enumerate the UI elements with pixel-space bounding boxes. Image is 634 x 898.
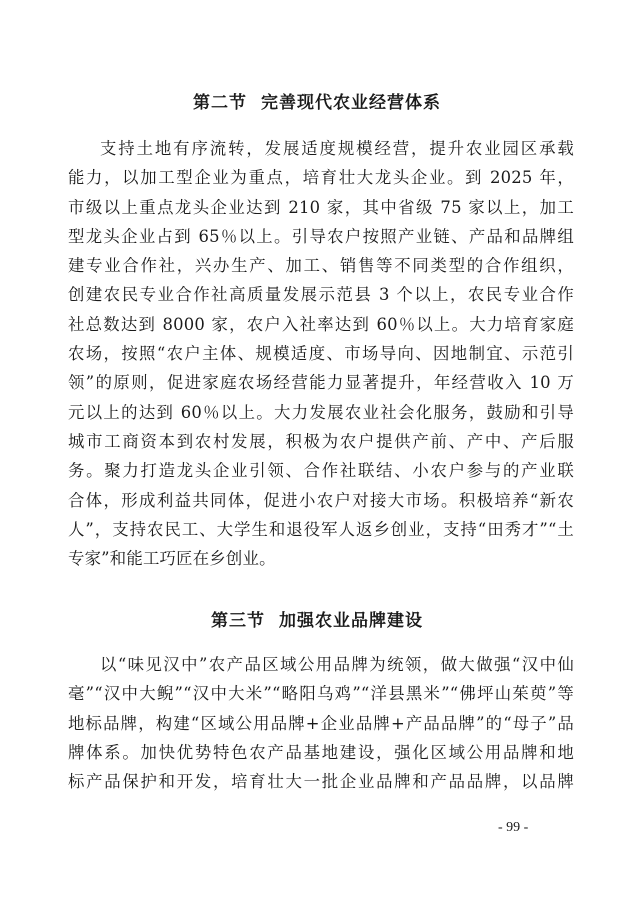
section-heading (64, 88, 570, 113)
section-number: 第二节 (193, 93, 247, 113)
text-line: 能力，以加工型企业为重点，培育壮大龙头企业。到 2025 年， (68, 168, 574, 188)
text-line: 务。聚力打造龙头企业引领、合作社联结、小农户参与的产业联 (68, 461, 574, 481)
section-number: 第三节 (211, 611, 265, 631)
section-title: 加强农业品牌建设 (279, 611, 423, 631)
text-line: 创建农民专业合作社高质量发展示范县 3 个以上，农民专业合作 (68, 285, 574, 305)
text-line: 合体，形成利益共同体，促进小农户对接大市场。积极培养“新农 (68, 490, 574, 510)
text-line: 建专业合作社，兴办生产、加工、销售等不同类型的合作组织， (68, 256, 574, 276)
text-line: 领”的原则，促进家庭农场经营能力显著提升，年经营收入 10 万 (68, 373, 574, 393)
text-line: 人”，支持农民工、大学生和退役军人返乡创业，支持“田秀才”“土 (68, 519, 574, 539)
section-paragraph (68, 134, 574, 573)
text-line: 以“味见汉中”农产品区域公用品牌为统领，做大做强“汉中仙 (100, 655, 574, 674)
section-paragraph (68, 650, 574, 796)
text-line: 农场，按照“农户主体、规模适度、市场导向、因地制宜、示范引 (68, 344, 574, 364)
page-number: - 99 - (498, 820, 529, 835)
text-line: 型龙头企业占到 65％以上。引导农户按照产业链、产品和品牌组 (68, 226, 574, 246)
text-line: 地标品牌，构建“区域公用品牌+企业品牌+产品品牌”的“母子”品 (68, 713, 574, 733)
text-line: 专家”和能工巧匠在乡创业。 (68, 549, 276, 569)
section-title: 完善现代农业经营体系 (261, 93, 441, 113)
text-line: 毫”“汉中大鲵”“汉中大米”“略阳乌鸡”“洋县黑米”“佛坪山茱萸”等 (68, 684, 574, 704)
section-heading (64, 606, 570, 631)
text-line: 元以上的达到 60％以上。大力发展农业社会化服务，鼓励和引导 (68, 402, 574, 422)
text-line: 市级以上重点龙头企业达到 210 家，其中省级 75 家以上，加工 (68, 197, 574, 217)
text-line: 标产品保护和开发，培育壮大一批企业品牌和产品品牌，以品牌 (68, 772, 574, 792)
text-line: 城市工商资本到农村发展，积极为农户提供产前、产中、产后服 (68, 431, 574, 451)
text-line: 支持土地有序流转，发展适度规模经营，提升农业园区承载 (100, 139, 574, 158)
text-line: 牌体系。加快优势特色农产品基地建设，强化区域公用品牌和地 (68, 742, 574, 762)
text-line: 社总数达到 8000 家，农户入社率达到 60％以上。大力培育家庭 (68, 314, 574, 334)
